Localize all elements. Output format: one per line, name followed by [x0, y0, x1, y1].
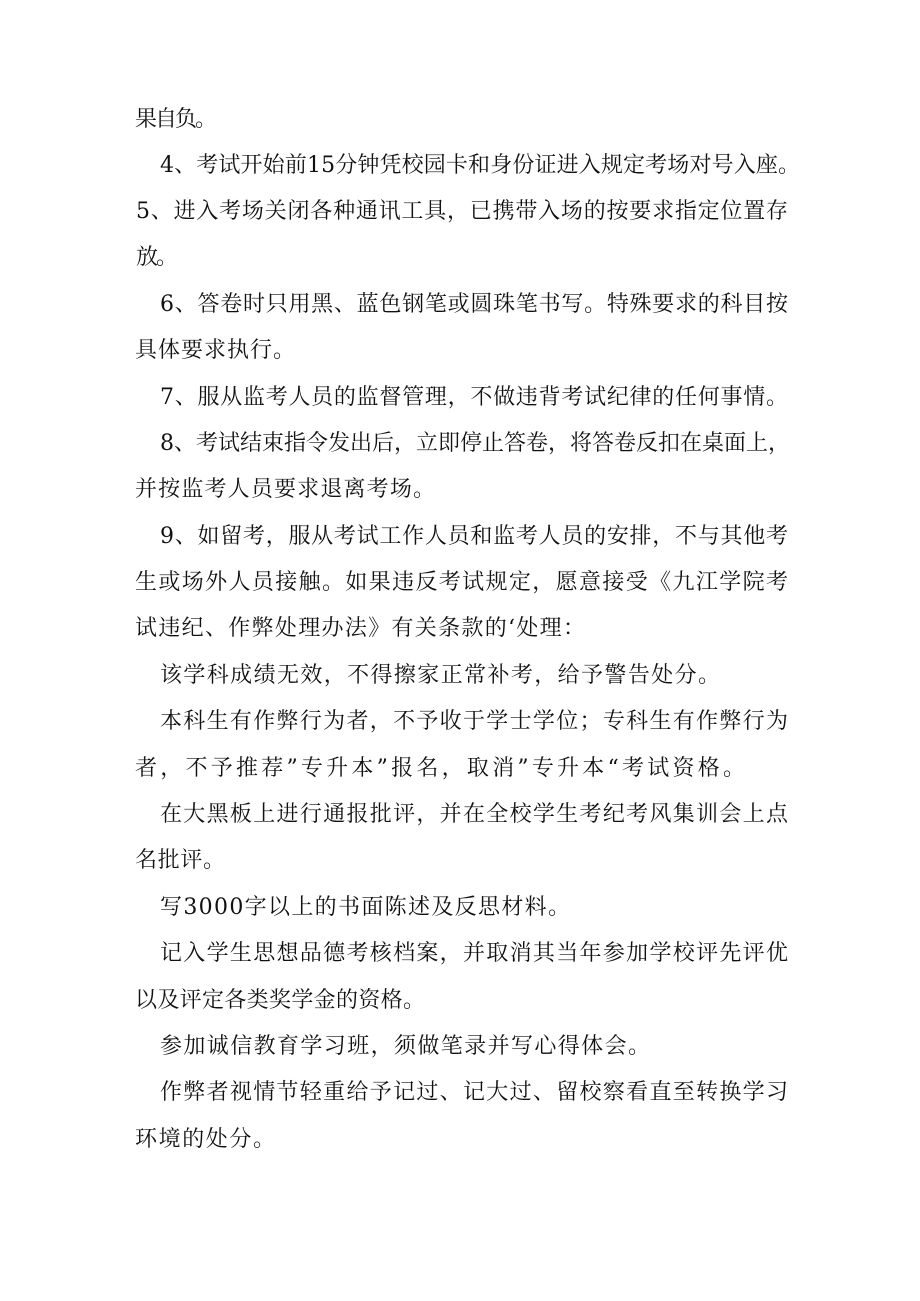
text-line: 8、考试结束指令发出后，立即停止答卷，将答卷反扣在桌面上，	[160, 431, 790, 456]
text-line: 者，不予推荐”专升本”报名，取消”专升本“考试资格。	[135, 756, 749, 781]
text-line: 并按监考人员要求退离考场。	[135, 477, 437, 502]
text-line: 试违纪、作弊处理办法》有关条款的‘处理：	[135, 616, 587, 641]
text-line: 7、服从监考人员的监督管理，不做违背考试纪律的任何事情。	[160, 385, 789, 410]
text-line: 5、进入考场关闭各种通讯工具，已携带入场的按要求指定位置存	[136, 199, 789, 224]
text-line: 9、如留考，服从考试工作人员和监考人员的安排，不与其他考	[160, 524, 789, 549]
text-line: 记入学生思想品德考核档案，并取消其当年参加学校评先评优	[160, 941, 790, 966]
text-line: 具体要求执行。	[135, 338, 296, 363]
text-line: 以及评定各类奖学金的资格。	[135, 988, 426, 1013]
text-line: 生或场外人员接触。如果违反考试规定，愿意接受《九江学院考	[135, 570, 790, 595]
text-line: 4、考试开始前15分钟凭校园卡和身份证进入规定考场对号入座。	[160, 153, 801, 178]
text-line: 放。	[136, 245, 177, 270]
text-line: 果自负。	[135, 107, 216, 132]
text-line: 写3000字以上的书面陈述及反思材料。	[160, 895, 572, 920]
text-line: 名批评。	[135, 848, 226, 873]
text-line: 在大黑板上进行通报批评，并在全校学生考纪考风集训会上点	[160, 802, 790, 827]
text-line: 该学科成绩无效，不得擦家正常补考，给予警告处分。	[160, 663, 722, 688]
text-line: 参加诚信教育学习班，须做笔录并写心得体会。	[160, 1034, 652, 1059]
text-line: 6、答卷时只用黑、蓝色钢笔或圆珠笔书写。特殊要求的科目按	[160, 292, 789, 317]
text-line: 作弊者视情节轻重给予记过、记大过、留校察看直至转换学习	[160, 1080, 790, 1105]
text-line: 环境的处分。	[135, 1127, 277, 1152]
text-line: 本科生有作弊行为者，不予收于学士学位；专科生有作弊行为	[160, 709, 790, 734]
